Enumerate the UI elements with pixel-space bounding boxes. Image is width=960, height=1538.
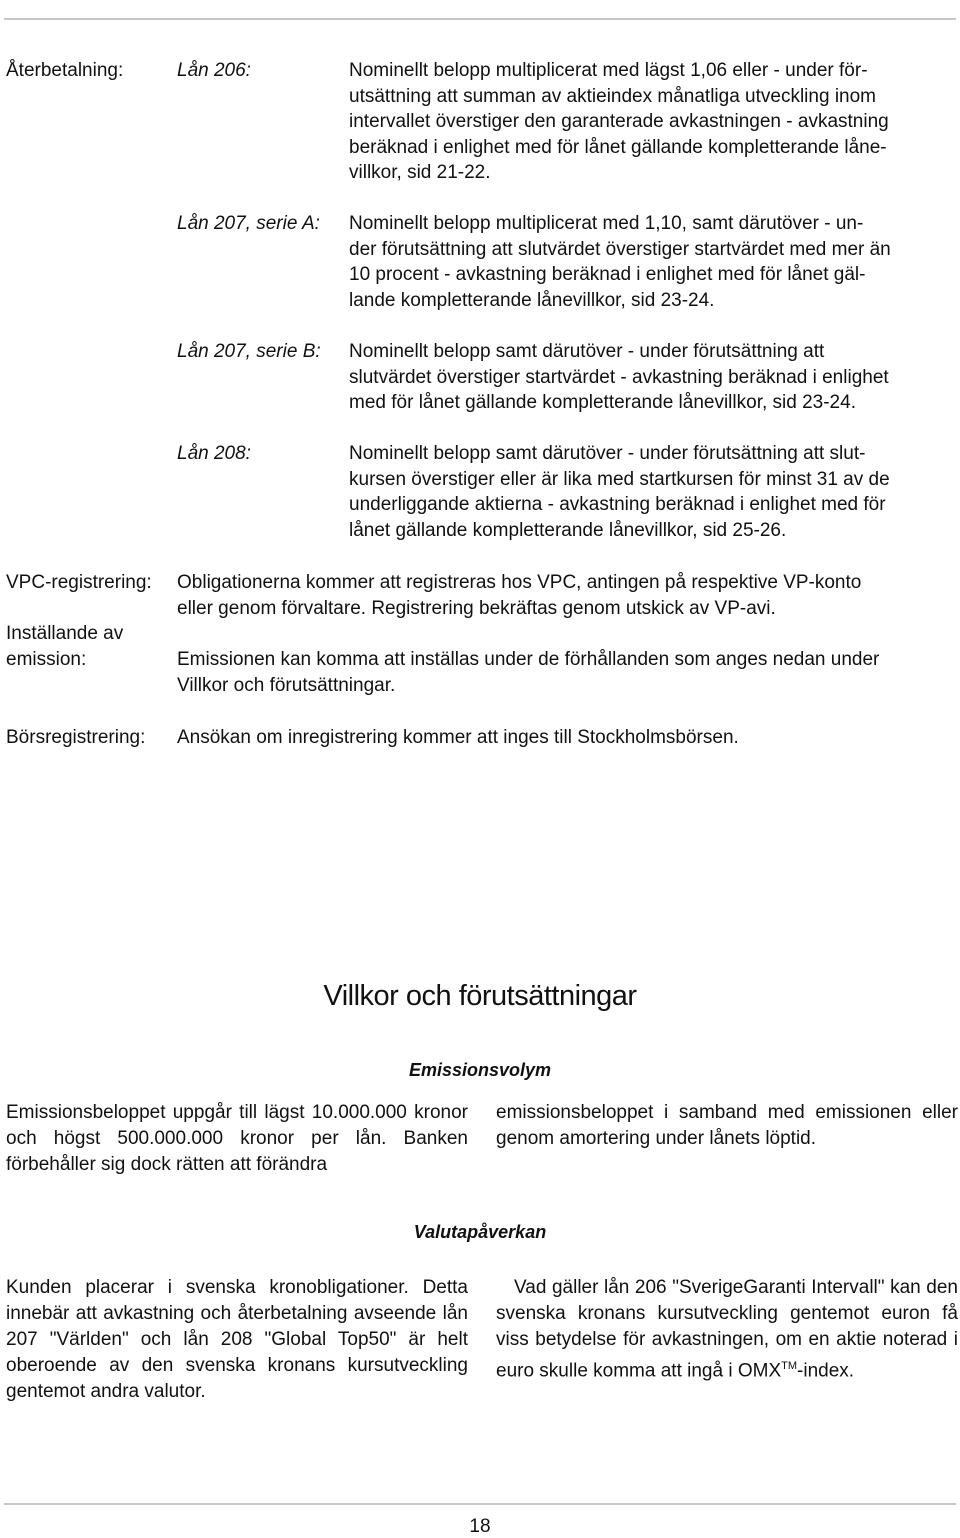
loan-206-label: Lån 206: [177, 60, 251, 81]
cancel-line-2: Villkor och förutsättningar. [177, 674, 396, 696]
cancel-line-1: Emissionen kan komma att inställas under de förhållanden som anges nedan under [177, 649, 880, 670]
loan-206-line-2: utsättning att summan av aktieindex månatliga utveckling inom [349, 85, 876, 107]
cancel-label-line-2: emission: [6, 649, 87, 670]
vpc-line-1: Obligationerna kommer att registreras hos VPC, antingen på respektive VP-konto [177, 572, 862, 593]
emission-volume-heading: Emissionsvolym [408, 1060, 552, 1080]
currency-heading: Valutapåverkan [413, 1222, 547, 1242]
loan-208-label: Lån 208: [177, 443, 251, 464]
loan-207a-label: Lån 207, serie A: [177, 213, 320, 234]
loan-208-line-3: underliggande aktierna - avkastning beräknad i enlighet med för [349, 494, 886, 516]
loan-207b-line-2: slutvärdet överstiger startvärdet - avkastning beräknad i enlighet [349, 366, 889, 388]
currency-right [496, 1275, 958, 1384]
loan-206-line-5: villkor, sid 21-22. [349, 162, 491, 184]
emission-volume-right: emissionsbeloppet i samband med emissionen eller genom amortering under lånets löptid. [496, 1102, 958, 1149]
loan-208-line-1: Nominellt belopp samt därutöver - under förutsättning att slut- [349, 443, 866, 464]
loan-207a-line-2: der förutsättning att slutvärdet överstiger startvärdet med mer än [349, 238, 891, 260]
vpc-line-2: eller genom förvaltare. Registrering bekräftas genom utskick av VP-avi. [177, 597, 776, 619]
loan-206-line-4: beräknad i enlighet med för lånet gällande kompletterande låne- [349, 136, 887, 158]
vpc-label: VPC-registrering: [6, 572, 152, 593]
bottom-rule [4, 1503, 956, 1505]
cancel-label-line-1: Inställande av [6, 623, 124, 644]
loan-207b-line-3: med för lånet gällande kompletterande lånevillkor, sid 23-24. [349, 392, 856, 414]
currency-left: Kunden placerar i svenska kronobligationer. Detta innebär att avkastning och återbetalning avseende lån 207 "Världen" och lån 208 "Global Top50" är helt oberoende av den svenska kronans kursutveckling gentemot andra valutor. [6, 1277, 468, 1402]
currency-right-lead: Vad gäller lån 206 "SverigeGaranti Intervall" kan den svenska kronans kursutveckling gentemot euron få viss betydelse för avkastningen, om en aktie noterad i euro skulle komma att ingå i OMX [496, 1277, 958, 1382]
loan-207a-line-1: Nominellt belopp multiplicerat med 1,10, samt därutöver - un- [349, 213, 864, 234]
emission-volume-left: Emissionsbeloppet uppgår till lägst 10.000.000 kronor och högst 500.000.000 kronor per lån. Banken förbehåller sig dock rätten att förändra [6, 1102, 468, 1175]
exchange-label: Börsregistrering: [6, 727, 146, 748]
loan-206-line-1: Nominellt belopp multiplicerat med lägst 1,06 eller - under för- [349, 60, 868, 81]
page-number: 18 [469, 1516, 491, 1537]
loan-208-line-4: lånet gällande kompletterande lånevillkor, sid 25-26. [349, 519, 787, 541]
loan-207a-line-3: 10 procent - avkastning beräknad i enlighet med för lånet gäl- [349, 264, 866, 286]
loan-207b-line-1: Nominellt belopp samt därutöver - under förutsättning att [349, 341, 825, 362]
loan-207b-label: Lån 207, serie B: [177, 341, 321, 362]
loan-206-line-3: intervallet överstiger den garanterade avkastningen - avkastning [349, 111, 889, 133]
section-title: Villkor och förutsättningar [323, 980, 637, 1012]
loan-208-line-2: kursen överstiger eller är lika med startkursen för minst 31 av de [349, 468, 890, 490]
repayment-label: Återbetalning: [6, 60, 124, 81]
exchange-text: Ansökan om inregistrering kommer att inges till Stockholmsbörsen. [177, 727, 739, 748]
trademark-mark: TM [781, 1360, 798, 1372]
top-rule [4, 18, 956, 20]
loan-207a-line-4: lande kompletterande lånevillkor, sid 23-24. [349, 289, 715, 311]
currency-right-tail: -index. [797, 1360, 855, 1382]
